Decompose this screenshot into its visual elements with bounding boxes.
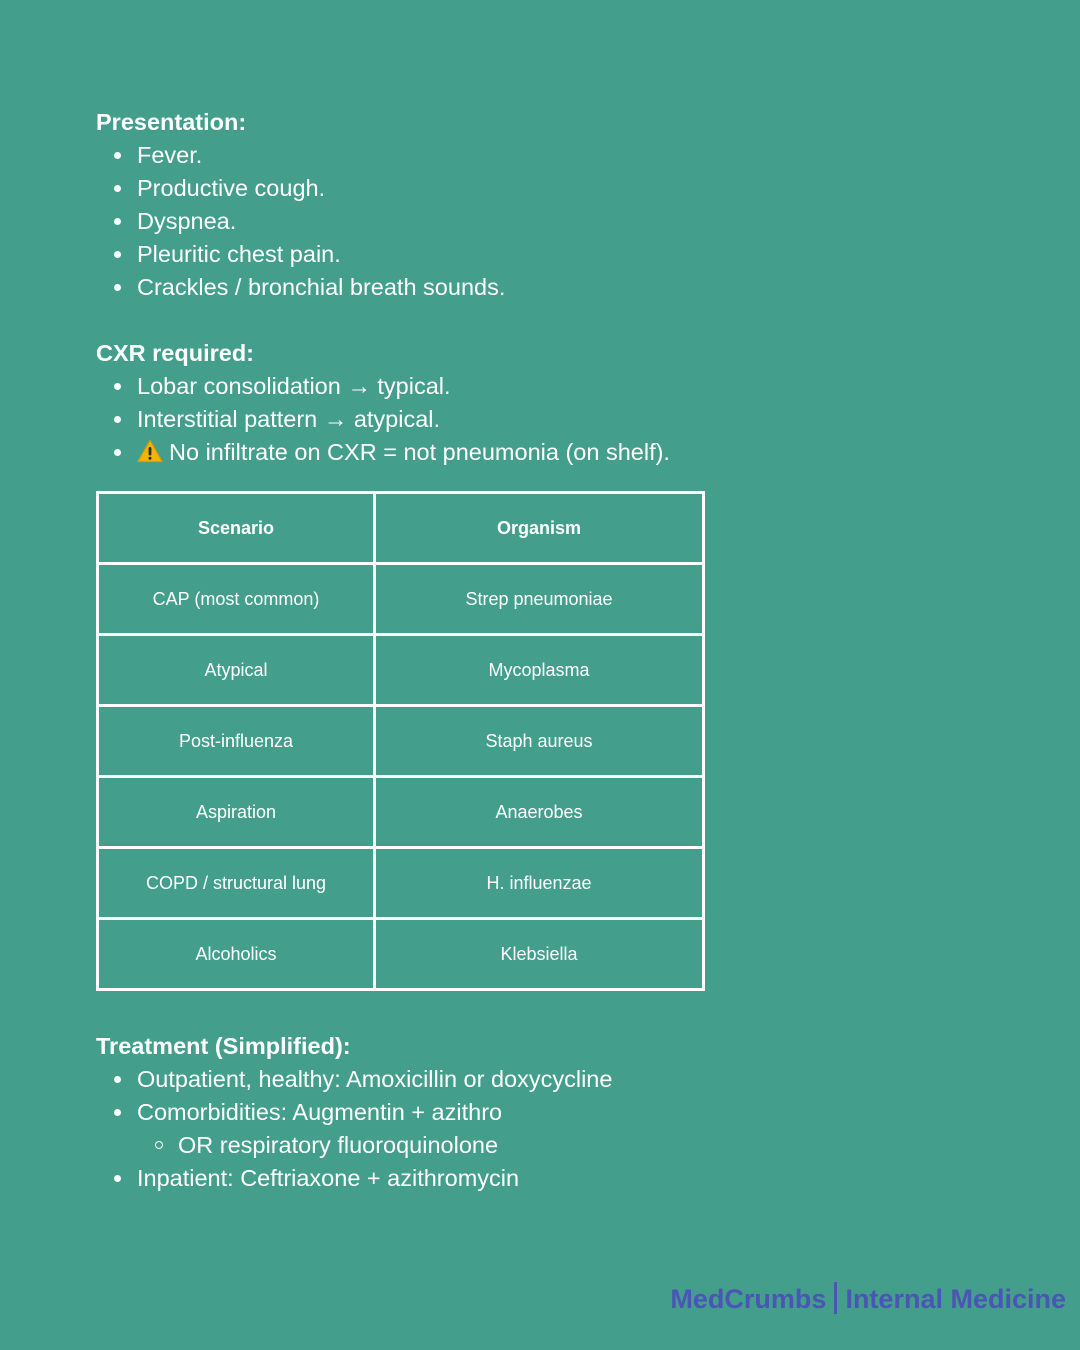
list-item: Dyspnea. xyxy=(96,205,996,238)
cxr-list xyxy=(96,370,996,469)
table-cell-organism: Anaerobes xyxy=(375,777,704,848)
table-cell-scenario: Alcoholics xyxy=(98,919,375,990)
table-row xyxy=(98,564,704,635)
presentation-title: Presentation: xyxy=(96,109,247,135)
table-row xyxy=(98,777,704,848)
list-item: Lobar consolidation → typical. xyxy=(96,370,996,403)
table-header-row xyxy=(98,493,704,564)
table-cell-scenario: COPD / structural lung xyxy=(98,848,375,919)
list-item: Productive cough. xyxy=(96,172,996,205)
presentation-cxr-section xyxy=(96,106,996,469)
table-cell-organism: H. influenzae xyxy=(375,848,704,919)
table-row xyxy=(98,706,704,777)
table-cell-organism: Mycoplasma xyxy=(375,635,704,706)
warning-triangle-icon xyxy=(137,439,163,472)
list-item: Comorbidities: Augmentin + azithro xyxy=(96,1096,996,1129)
table-cell-organism: Strep pneumoniae xyxy=(375,564,704,635)
table-cell-organism: Klebsiella xyxy=(375,919,704,990)
footer-divider xyxy=(834,1282,837,1314)
treatment-title: Treatment (Simplified): xyxy=(96,1033,351,1059)
sub-list-item: OR respiratory fluoroquinolone xyxy=(96,1129,996,1162)
treatment-section xyxy=(96,1030,996,1195)
cxr-title: CXR required: xyxy=(96,340,254,366)
header-scenario: Scenario xyxy=(98,493,375,564)
table-cell-organism: Staph aureus xyxy=(375,706,704,777)
footer-brand xyxy=(670,1281,1066,1317)
table-cell-scenario: CAP (most common) xyxy=(98,564,375,635)
brand-subject: Internal Medicine xyxy=(845,1284,1066,1314)
list-item xyxy=(96,436,996,469)
treatment-list xyxy=(96,1063,996,1195)
table-row xyxy=(98,919,704,990)
header-organism: Organism xyxy=(375,493,704,564)
list-item: Inpatient: Ceftriaxone + azithromycin xyxy=(96,1162,996,1195)
scenario-organism-table xyxy=(96,491,705,991)
table-row xyxy=(98,635,704,706)
list-item: Pleuritic chest pain. xyxy=(96,238,996,271)
presentation-list xyxy=(96,139,996,304)
table-cell-scenario: Post-influenza xyxy=(98,706,375,777)
table-row xyxy=(98,848,704,919)
table-cell-scenario: Aspiration xyxy=(98,777,375,848)
table-cell-scenario: Atypical xyxy=(98,635,375,706)
list-item: Crackles / bronchial breath sounds. xyxy=(96,271,996,304)
brand-name: MedCrumbs xyxy=(670,1284,827,1314)
warning-text: No infiltrate on CXR = not pneumonia (on shelf). xyxy=(169,439,670,465)
list-item: Fever. xyxy=(96,139,996,172)
list-item: Outpatient, healthy: Amoxicillin or doxycycline xyxy=(96,1063,996,1096)
list-item: Interstitial pattern → atypical. xyxy=(96,403,996,436)
